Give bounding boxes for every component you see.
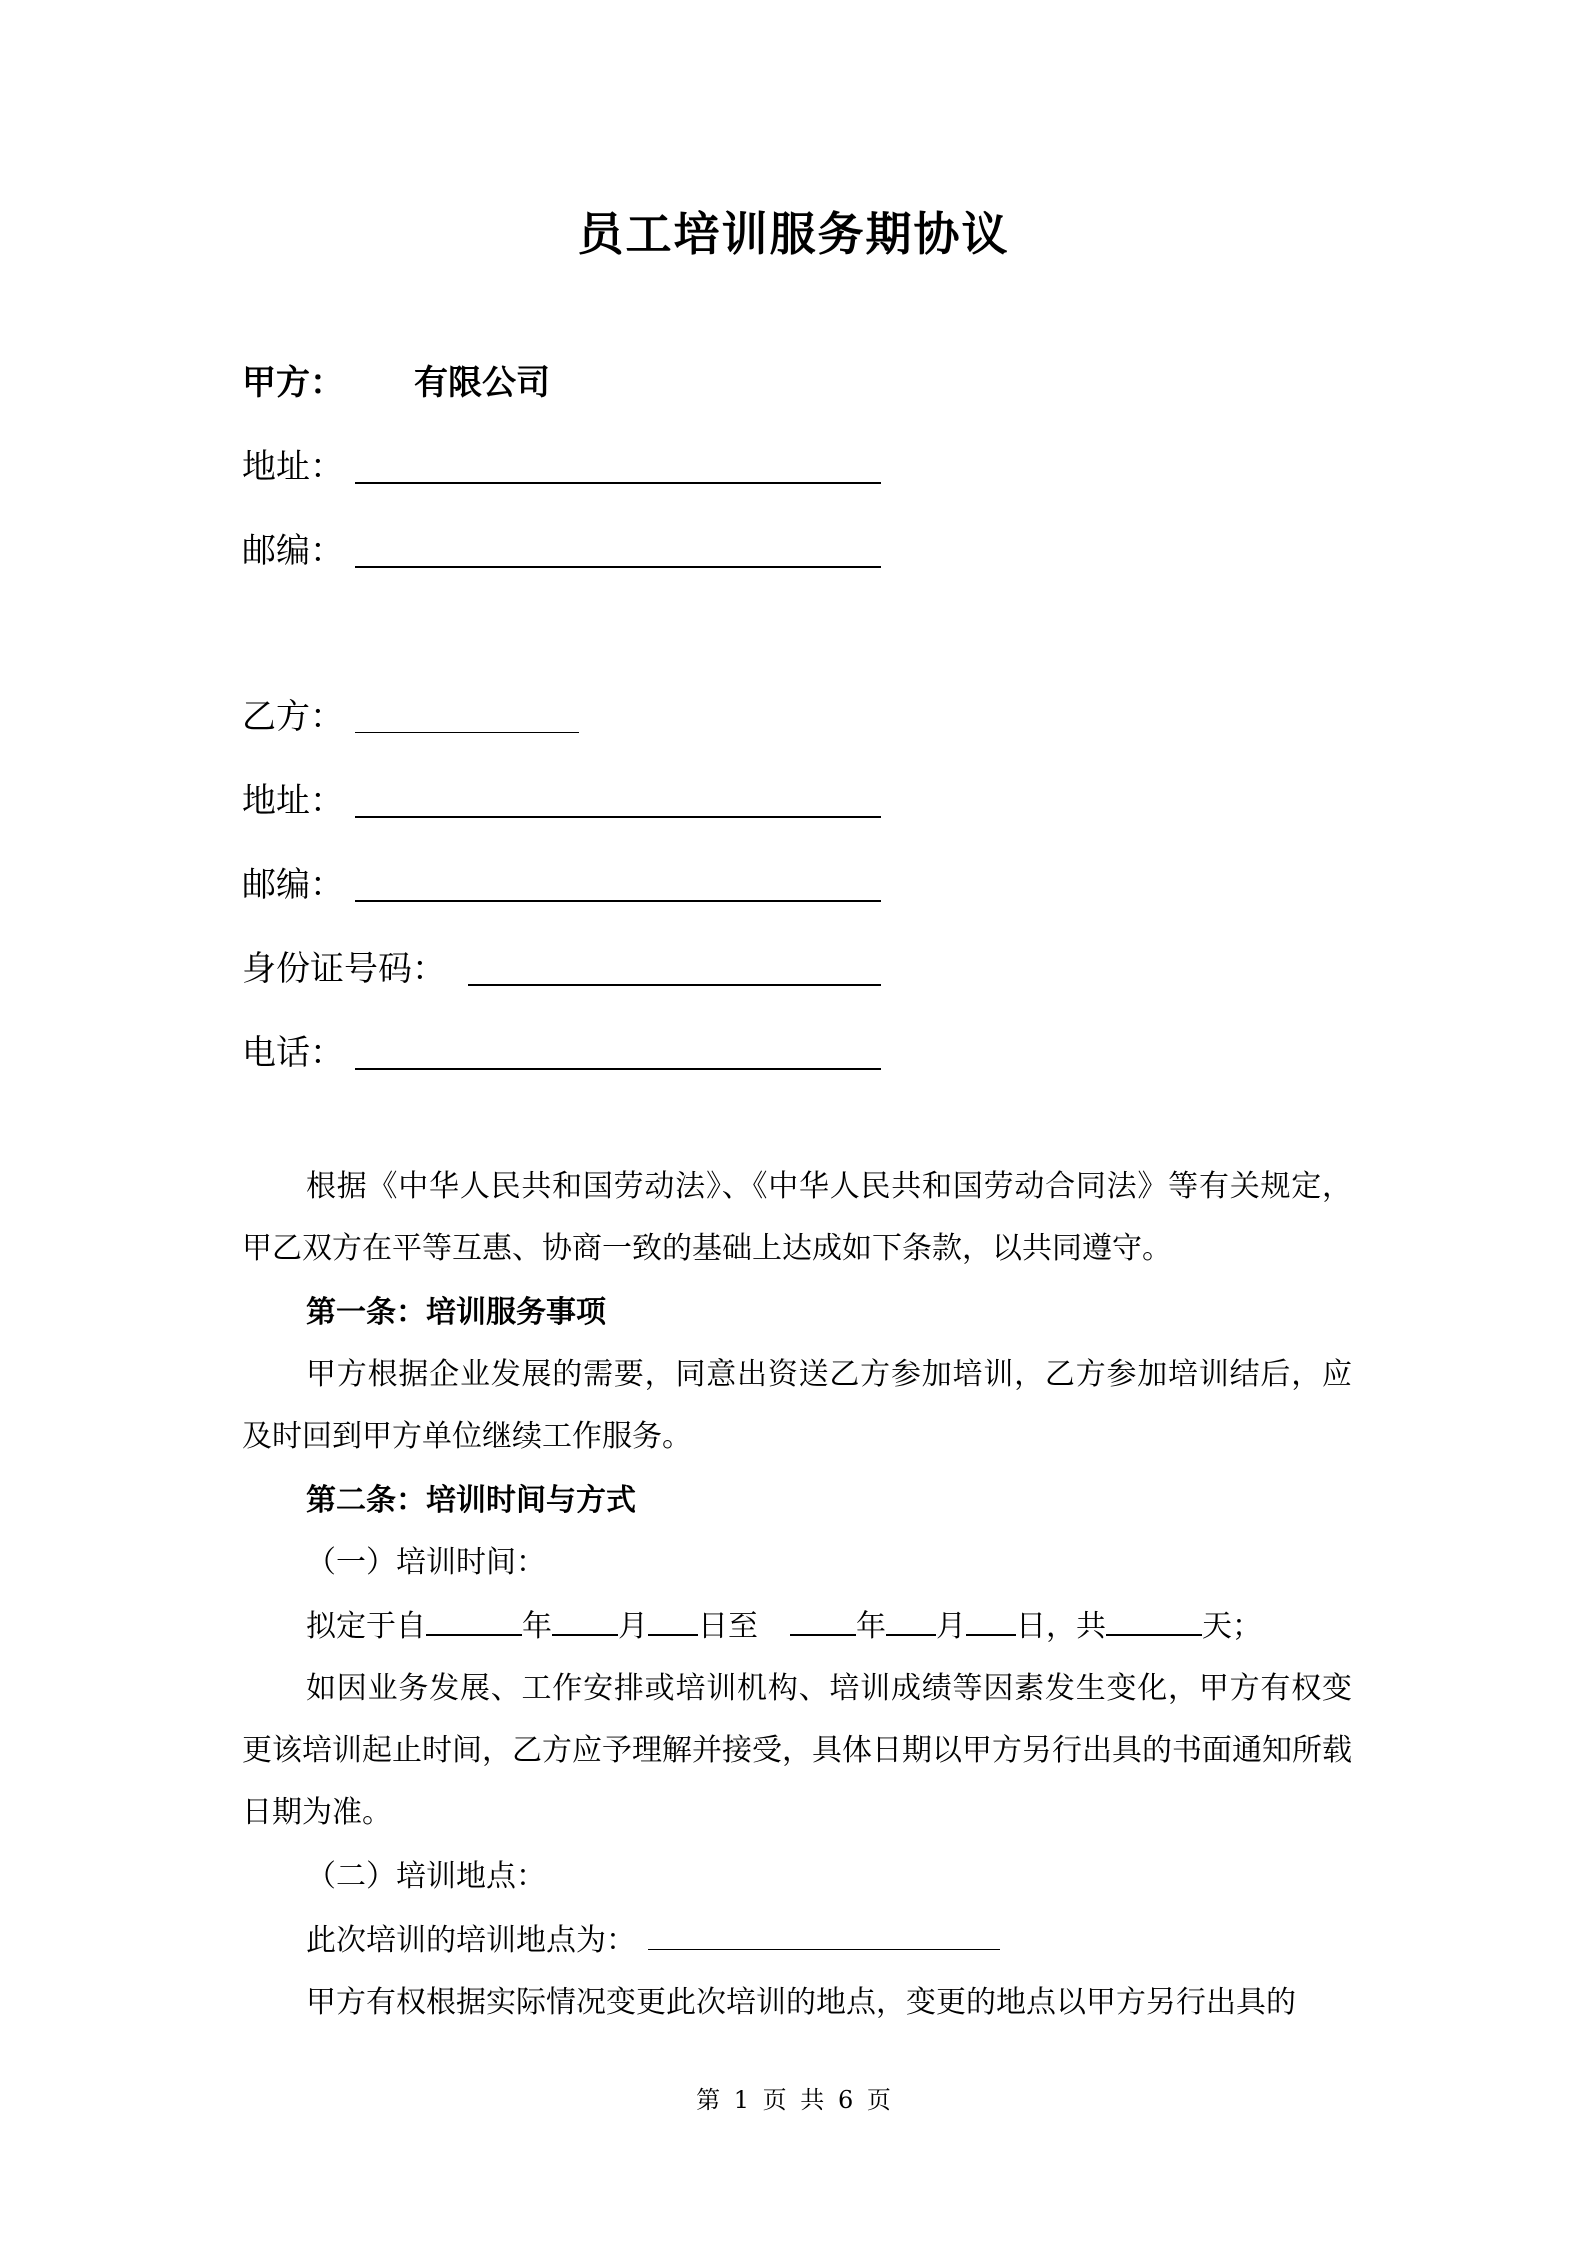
date-text-days: 天； [1202, 1609, 1262, 1644]
party-a-postcode-line [242, 526, 344, 576]
party-a-address-label: 地址： [242, 447, 344, 487]
training-location-line [306, 1910, 1000, 1972]
start-year-blank[interactable] [426, 1606, 522, 1636]
preamble-paragraph: 根据《中华人民共和国劳动法》、《中华人民共和国劳动合同法》等有关规定，甲乙双方在平等互惠、协商一致的基础上达成如下条款，以共同遵守。 [242, 1169, 1352, 1266]
party-a-line [242, 358, 550, 408]
party-b-phone-label: 电话： [242, 1033, 344, 1073]
party-b-phone-line [242, 1028, 344, 1078]
start-month-blank[interactable] [552, 1606, 618, 1636]
document-title: 员工培训服务期协议 [577, 207, 1010, 261]
date-change-clause: 如因业务发展、工作安排或培训机构、培训成绩等因素发生变化，甲方有权变更该培训起止时间，乙方应予理解并接受，具体日期以甲方另行出具的书面通知所载日期为准。 [242, 1671, 1352, 1830]
party-b-address-blank[interactable] [355, 816, 881, 818]
location-change-clause: 甲方有权根据实际情况变更此次培训的地点，变更的地点以甲方另行出具的 [306, 1985, 1296, 2020]
party-b-postcode-label: 邮编： [242, 865, 344, 905]
date-text-month-2: 月 [936, 1609, 966, 1644]
party-b-postcode-blank[interactable] [355, 900, 881, 902]
party-b-name-blank[interactable] [355, 732, 579, 733]
training-location-subheading: （二）培训地点： [306, 1859, 546, 1894]
party-a-address-blank[interactable] [355, 482, 881, 484]
date-text-from: 拟定于自 [306, 1609, 426, 1644]
training-location-blank[interactable] [648, 1921, 1000, 1950]
party-a-address-line [242, 442, 344, 492]
article-1-heading: 第一条：培训服务事项 [306, 1295, 606, 1330]
party-a-postcode-blank[interactable] [355, 566, 881, 568]
party-b-postcode-line [242, 860, 344, 910]
start-day-blank[interactable] [648, 1606, 698, 1636]
article-2-heading: 第二条：培训时间与方式 [306, 1483, 636, 1518]
end-month-blank[interactable] [886, 1606, 936, 1636]
party-b-phone-blank[interactable] [355, 1068, 881, 1070]
party-b-id-line [242, 944, 446, 994]
date-text-year-1: 年 [522, 1609, 552, 1644]
party-b-address-line [242, 776, 344, 826]
page-footer: 第 1 页 共 6 页 [696, 2086, 891, 2114]
date-text-month-1: 月 [618, 1609, 648, 1644]
party-a-postcode-label: 邮编： [242, 531, 344, 571]
party-b-id-blank[interactable] [468, 984, 881, 986]
training-location-label: 此次培训的培训地点为： [306, 1923, 636, 1958]
date-text-day-to: 日至 [698, 1609, 758, 1644]
date-text-year-2: 年 [856, 1609, 886, 1644]
end-day-blank[interactable] [966, 1606, 1016, 1636]
training-time-subheading: （一）培训时间： [306, 1545, 546, 1580]
training-date-line [306, 1596, 1262, 1658]
party-b-line [242, 692, 344, 742]
party-a-company: 有限公司 [414, 363, 550, 403]
total-days-blank[interactable] [1106, 1606, 1202, 1636]
date-text-day-total: 日，共 [1016, 1609, 1106, 1644]
party-b-id-label: 身份证号码： [242, 949, 446, 989]
party-a-label: 甲方： [242, 363, 344, 403]
party-b-address-label: 地址： [242, 781, 344, 821]
article-1-body: 甲方根据企业发展的需要，同意出资送乙方参加培训，乙方参加培训结后，应及时回到甲方单位继续工作服务。 [242, 1357, 1352, 1454]
end-year-blank[interactable] [790, 1606, 856, 1636]
party-b-label: 乙方： [242, 697, 344, 737]
